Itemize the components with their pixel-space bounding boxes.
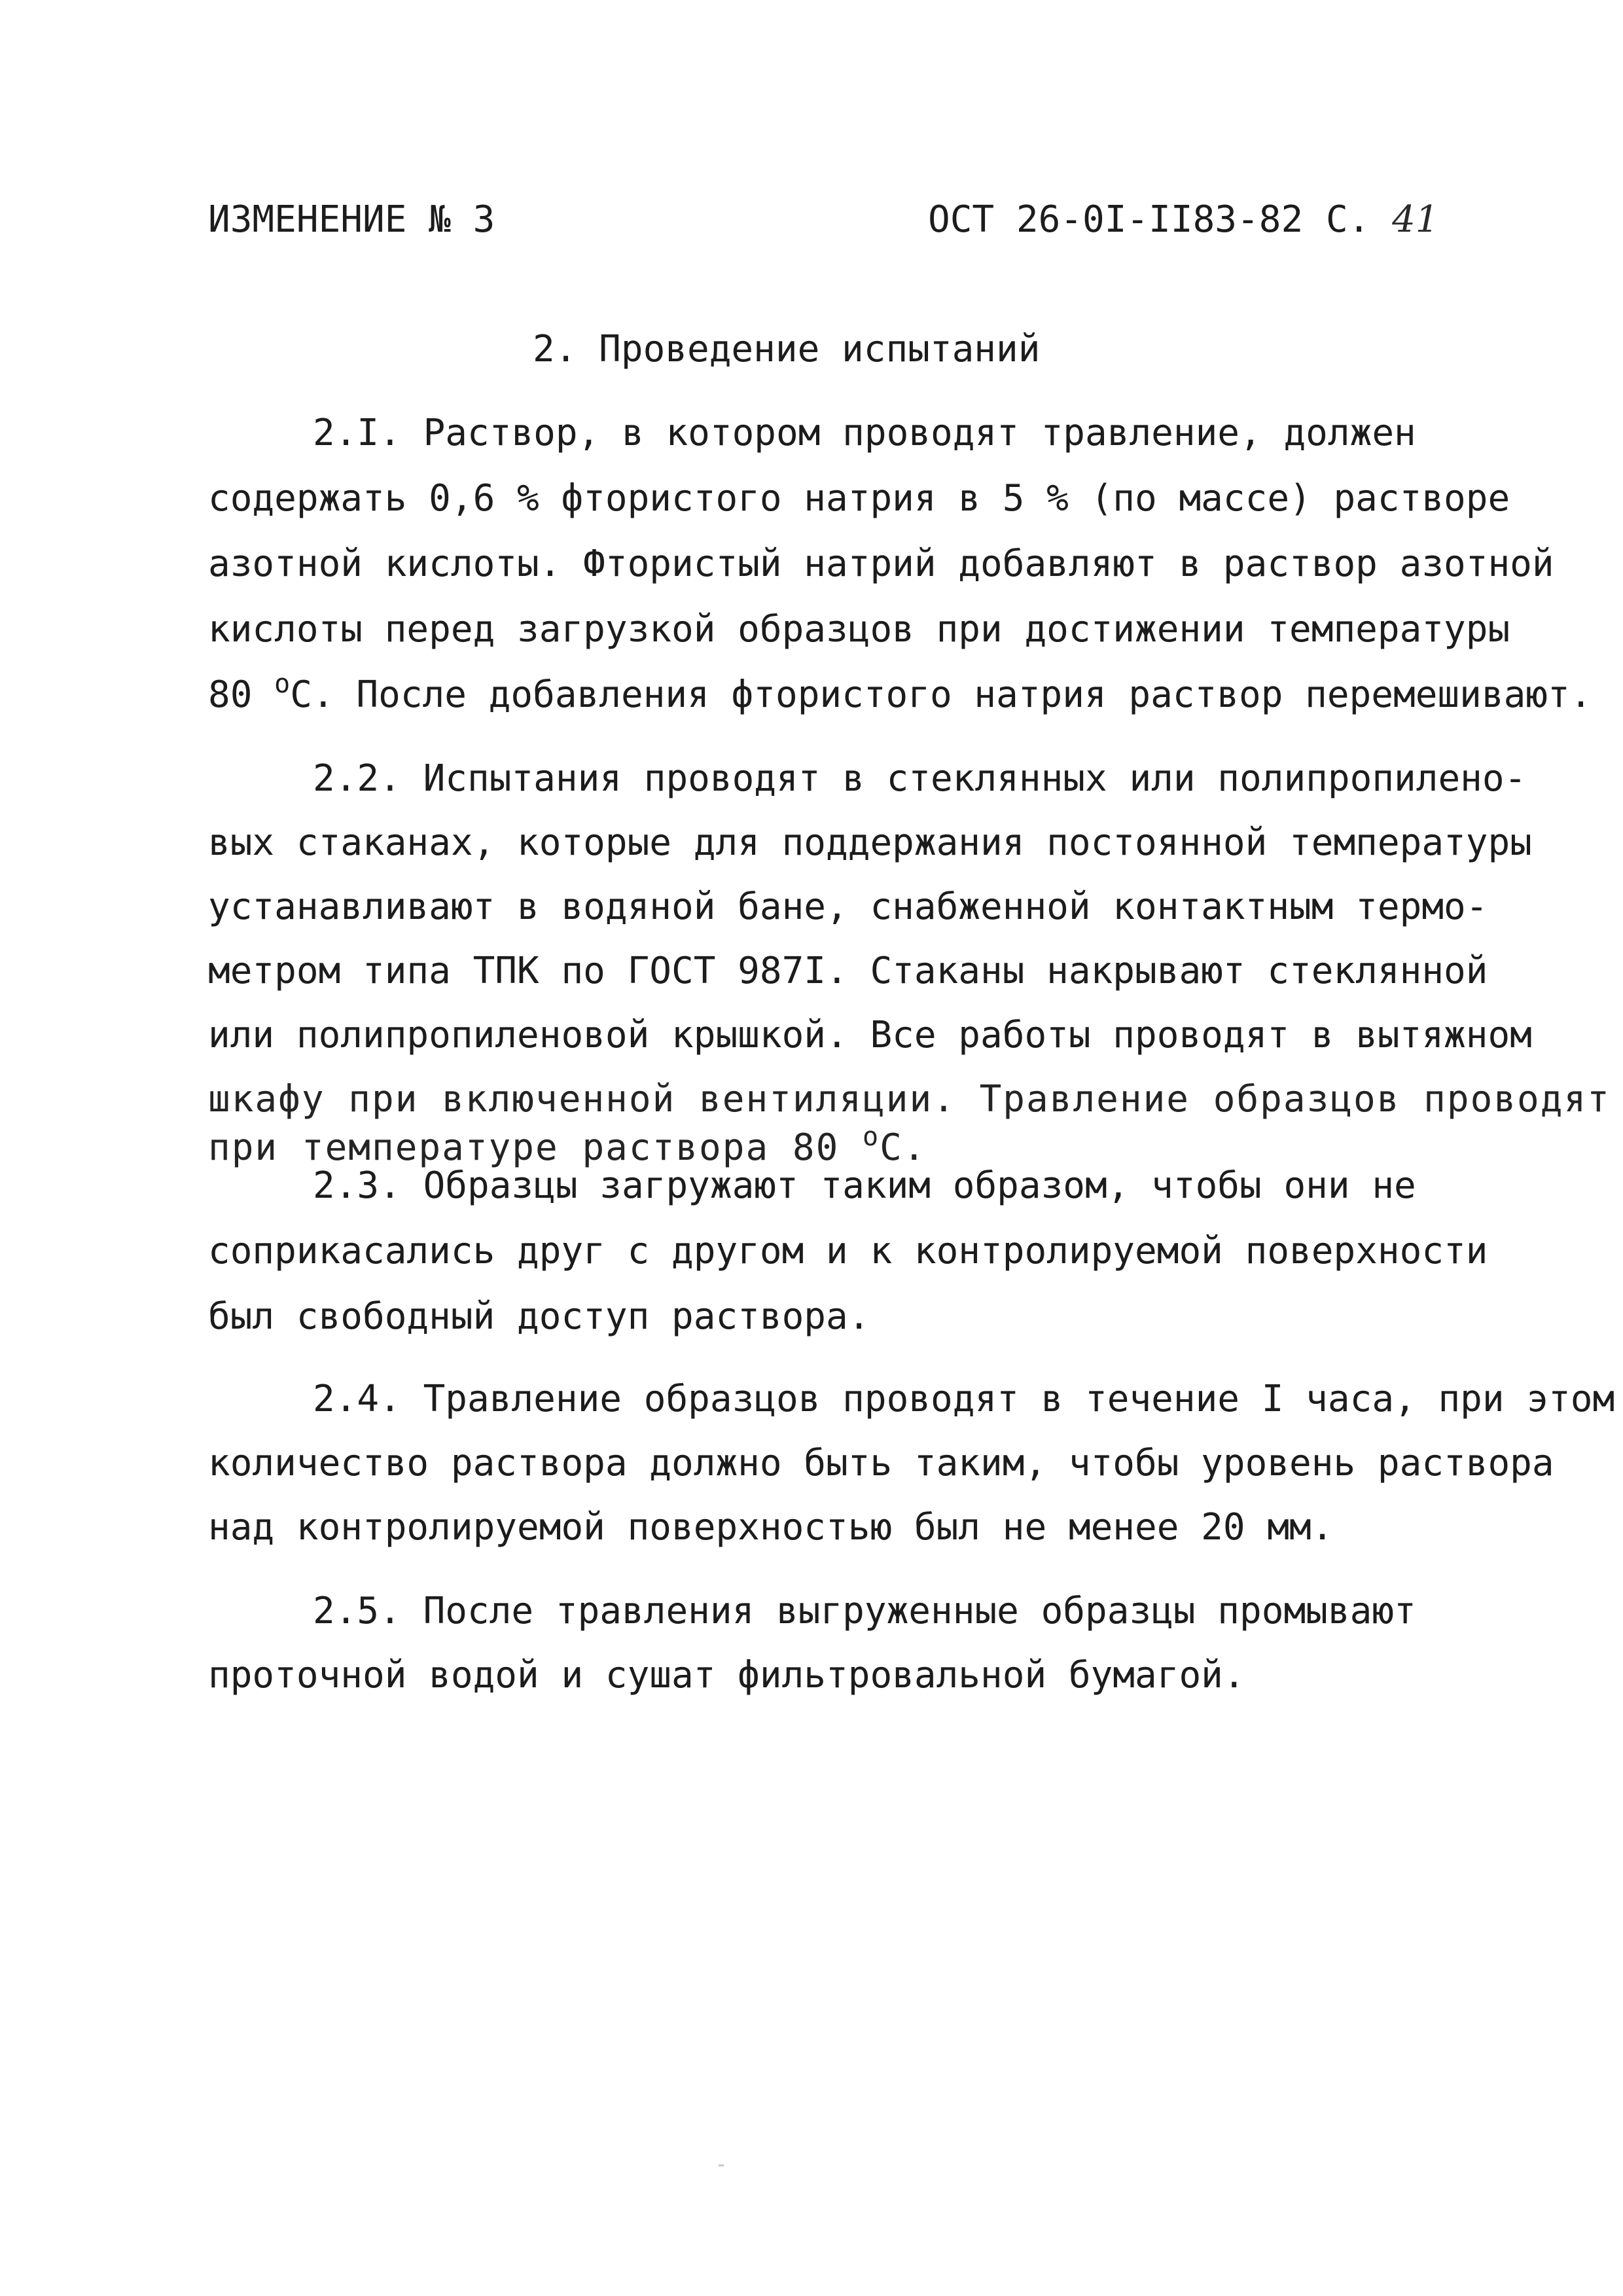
change-label: ИЗМЕНЕНИЕ № 3 [208,198,495,241]
paragraph-line: азотной кислоты. Фтористый натрий добавляют в раствор азотной [208,543,1554,585]
paragraph-line: 2.3. Образцы загружают таким образом, чтобы они не [313,1164,1416,1207]
scan-mark [719,2164,724,2166]
standard-code: ОСТ 26-0I-II83-82 [928,198,1304,241]
paragraph-line: 2.2. Испытания проводят в стеклянных или полипропилено- [313,757,1527,800]
degree-symbol: о [863,1122,880,1152]
paragraph-line [208,669,1592,725]
paragraph-line: над контролируемой поверхностью был не менее 20 мм. [208,1506,1334,1549]
paragraph-line: 2.I. Раствор, в котором проводят травление, должен [313,412,1416,454]
paragraph-line: или полипропиленовой крышкой. Все работы проводят в вытяжном [208,1014,1532,1056]
paragraph-line: содержать 0,6 % фтористого натрия в 5 % (по массе) растворе [208,477,1510,520]
degree-symbol: о [274,669,291,699]
section-title: 2. Проведение испытаний [533,328,1041,370]
paragraph-line: устанавливают в водяной бане, снабженной контактным термо- [208,886,1488,928]
paragraph-line: вых стаканах, которые для поддержания постоянной температуры [208,821,1532,864]
paragraph-line: был свободный доступ раствора. [208,1295,870,1338]
paragraph-line: проточной водой и сушат фильтровальной бумагой. [208,1654,1245,1696]
paragraph-line: шкафу при включенной вентиляции. Травление образцов проводят [208,1078,1611,1121]
temperature-unit: С. [880,1126,927,1169]
temperature-sentence: С. После добавления фтористого натрия раствор перемешивают. [290,673,1592,716]
paragraph-line: количество раствора должно быть таким, чтобы уровень раствора [208,1442,1554,1484]
temperature-clause: при температуре раствора 80 [208,1126,840,1169]
paragraph-line: 2.4. Травление образцов проводят в течение I часа, при этом [313,1378,1615,1420]
page-prefix: С. [1326,198,1370,241]
paragraph-line: 2.5. После травления выгруженные образцы промывают [313,1590,1416,1632]
page-number [1326,194,1438,246]
paragraph-line: соприкасались друг с другом и к контролируемой поверхности [208,1230,1488,1272]
paragraph-line: кислоты перед загрузкой образцов при достижении температуры [208,608,1510,651]
temperature-value: 80 [208,673,253,716]
paragraph-line: метром типа ТПК по ГОСТ 987I. Стаканы накрывают стеклянной [208,950,1488,992]
page-number-handwritten: 41 [1392,198,1439,241]
